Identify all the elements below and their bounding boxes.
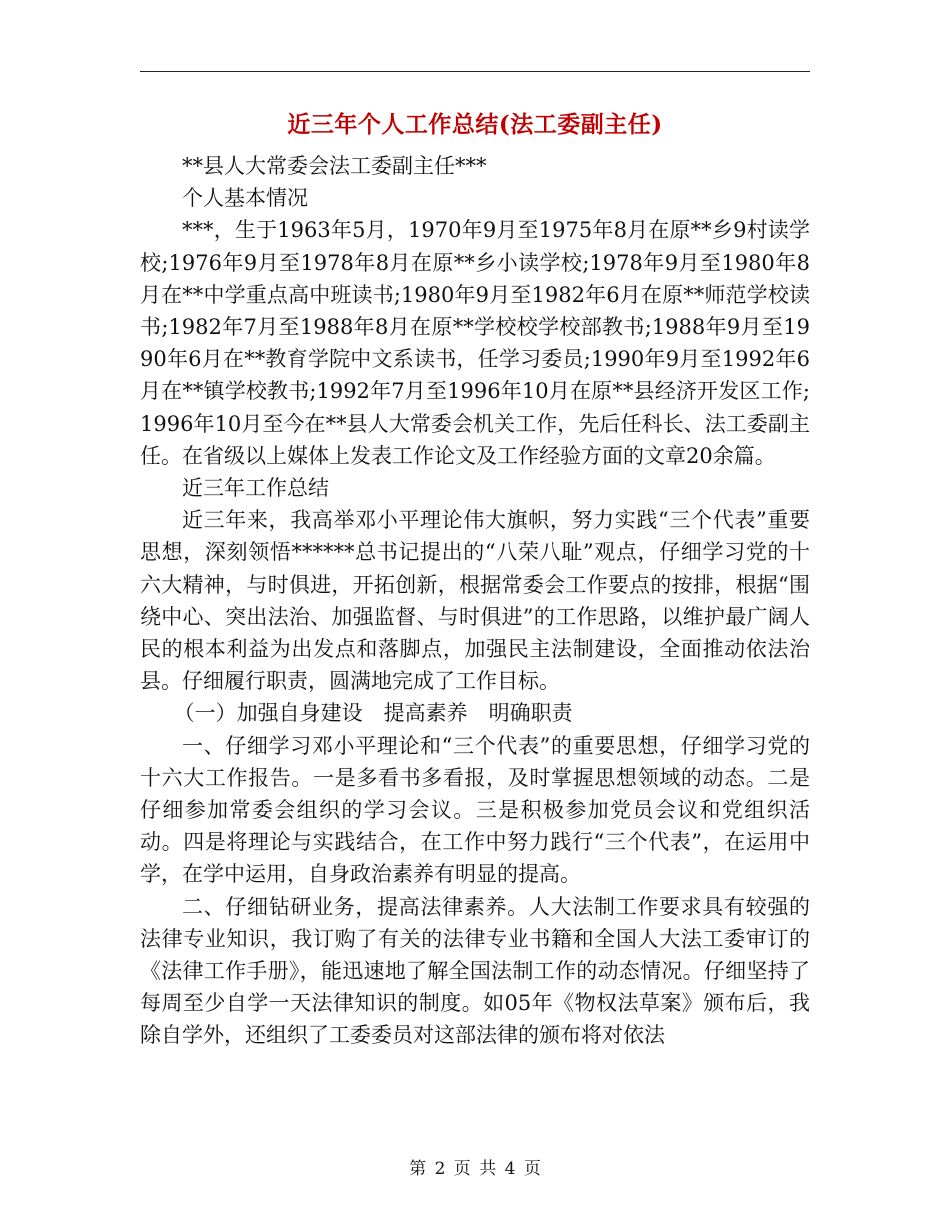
document-title: 近三年个人工作总结(法工委副主任) [287,111,663,138]
document-body [140,150,810,1052]
section-heading-basic-info: 个人基本情况 [182,186,308,211]
paragraph-basic-info: ***，生于1963年5月，1970年9月至1975年8月在原**乡9村读学校;1976年9月至1978年8月在原**乡小读学校;1978年9月至1980年8月在**中学重点高中班读书;1980年9月至1982年6月在原**师范学校读书;1982年7月至1988年8月在原**学校校学校部教书;1988年9月至1990年6月在**教育学院中文系读书，任学习委员;1990年9月至1992年6月在**镇学校教书;1992年7月至1996年10月在原**县经济开发区工作;1996年10月至今在**县人大常委会机关工作，先后任科长、法工委副主任。在省级以上媒体上发表工作论文及工作经验方面的文章20余篇。 [140,218,810,468]
page-footer: 第 2 页 共 4 页 [409,1159,541,1179]
subsection-heading-1: （一）加强自身建设 提高素养 明确职责 [173,701,573,726]
section-heading-summary: 近三年工作总结 [182,476,329,501]
author-line: **县人大常委会法工委副主任*** [182,154,487,178]
paragraph-item-2: 二、仔细钻研业务，提高法律素养。人大法制工作要求具有较强的法律专业知识，我订购了有关的法律专业书籍和全国人大法工委审订的《法律工作手册》，能迅速地了解全国法制工作的动态情况。仔细坚持了每周至少自学一天法律知识的制度。如05年《物权法草案》颁布后，我除自学外，还组织了工委委员对这部法律的颁布将对依法 [140,894,810,1048]
paragraph-summary-intro: 近三年来，我高举邓小平理论伟大旗帜，努力实践“三个代表”重要思想，深刻领悟******总书记提出的“八荣八耻”观点，仔细学习党的十六大精神，与时俱进，开拓创新，根据常委会工作要点的按排，根据“围绕中心、突出法治、加强监督、与时俱进”的工作思路，以维护最广阔人民的根本利益为出发点和落脚点，加强民主法制建设，全面推动依法治县。仔细履行职责，圆满地完成了工作目标。 [140,508,810,694]
paragraph-item-1: 一、仔细学习邓小平理论和“三个代表”的重要思想，仔细学习党的十六大工作报告。一是多看书多看报，及时掌握思想领域的动态。二是仔细参加常委会组织的学习会议。三是积极参加党员会议和党组织活动。四是将理论与实践结合，在工作中努力践行“三个代表”，在运用中学，在学中运用，自身政治素养有明显的提高。 [140,733,810,887]
header-rule [140,71,810,72]
